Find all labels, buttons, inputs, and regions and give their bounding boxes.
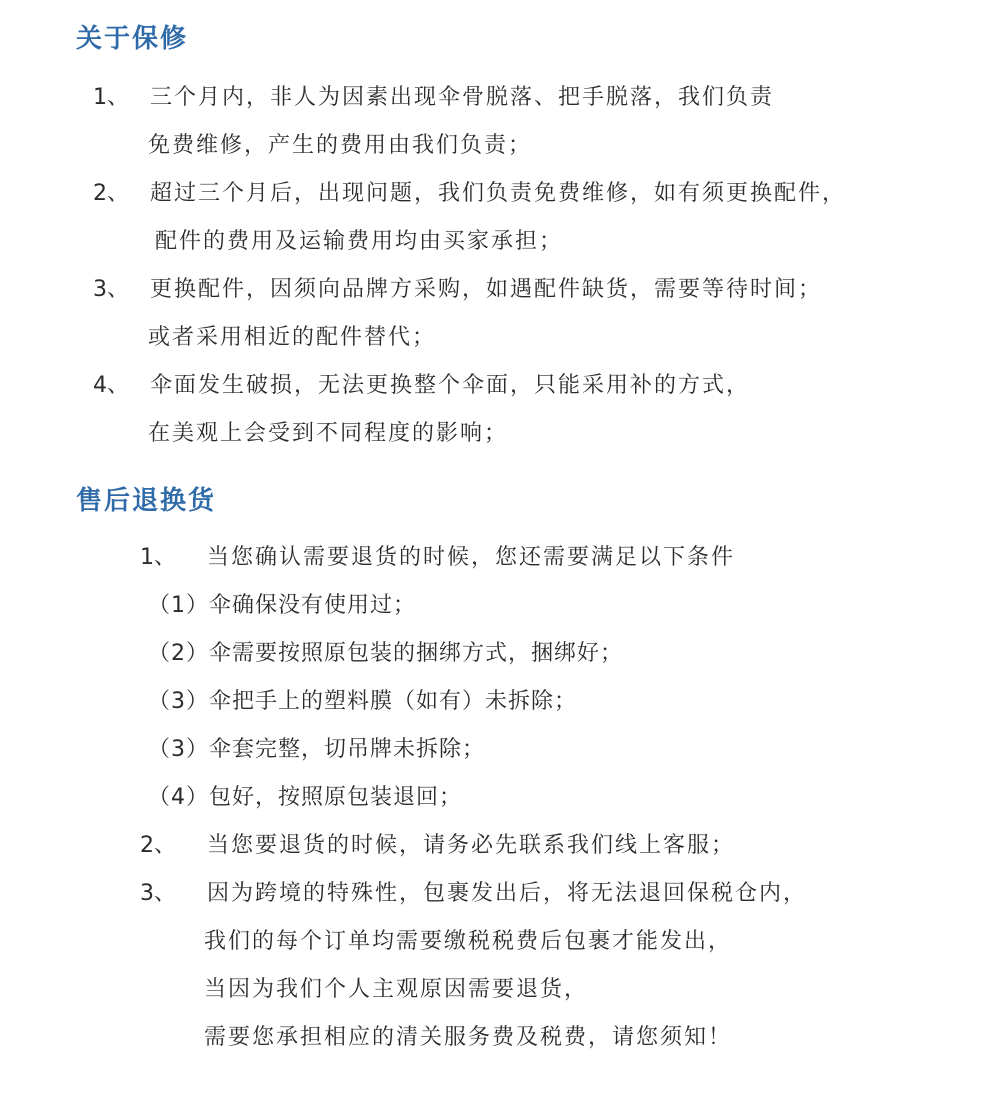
return-condition-2: （2）伞需要按照原包装的捆绑方式，捆绑好； — [148, 641, 623, 666]
warranty-item-4-line-2: 在美观上会受到不同程度的影响； — [148, 421, 509, 446]
warranty-heading: 关于保修 — [76, 24, 189, 54]
return-condition-4: （3）伞套完整，切吊牌未拆除； — [148, 737, 485, 762]
warranty-item-3-line-1: 更换配件，因须向品牌方采购，如遇配件缺货，需要等待时间； — [150, 277, 823, 302]
warranty-item-2-line-1: 超过三个月后，出现问题，我们负责免费维修，如有须更换配件， — [150, 181, 847, 206]
warranty-item-1-number: 1、 — [93, 85, 129, 110]
returns-item-3-line-3: 当因为我们个人主观原因需要退货， — [204, 977, 589, 1002]
warranty-item-2-number: 2、 — [93, 181, 129, 206]
returns-item-3-line-2: 我们的每个订单均需要缴税税费后包裹才能发出， — [204, 929, 733, 954]
warranty-item-2-line-2: 配件的费用及运输费用均由买家承担； — [155, 229, 564, 254]
returns-item-3-line-1: 因为跨境的特殊性，包裹发出后，将无法退回保税仓内， — [207, 881, 808, 906]
return-condition-1: （1）伞确保没有使用过； — [148, 593, 416, 618]
returns-item-1-text: 当您确认需要退货的时候，您还需要满足以下条件 — [207, 545, 736, 570]
returns-item-3-line-4: 需要您承担相应的清关服务费及税费，请您须知！ — [204, 1025, 733, 1050]
returns-heading: 售后退换货 — [76, 486, 217, 516]
warranty-item-3-line-2: 或者采用相近的配件替代； — [148, 325, 437, 350]
warranty-item-3-number: 3、 — [93, 277, 129, 302]
returns-item-2-number: 2、 — [140, 833, 176, 858]
warranty-item-4-line-1: 伞面发生破损，无法更换整个伞面，只能采用补的方式， — [150, 373, 751, 398]
warranty-item-1-line-2: 免费维修，产生的费用由我们负责； — [148, 133, 533, 158]
warranty-item-4-number: 4、 — [93, 373, 129, 398]
returns-item-3-number: 3、 — [140, 881, 176, 906]
return-condition-5: （4）包好，按照原包装退回； — [148, 785, 462, 810]
return-condition-3: （3）伞把手上的塑料膜（如有）未拆除； — [148, 689, 577, 714]
returns-item-1-number: 1、 — [140, 545, 176, 570]
warranty-item-1-line-1: 三个月内，非人为因素出现伞骨脱落、把手脱落，我们负责 — [150, 85, 775, 110]
returns-item-2-text: 当您要退货的时候，请务必先联系我们线上客服； — [207, 833, 736, 858]
